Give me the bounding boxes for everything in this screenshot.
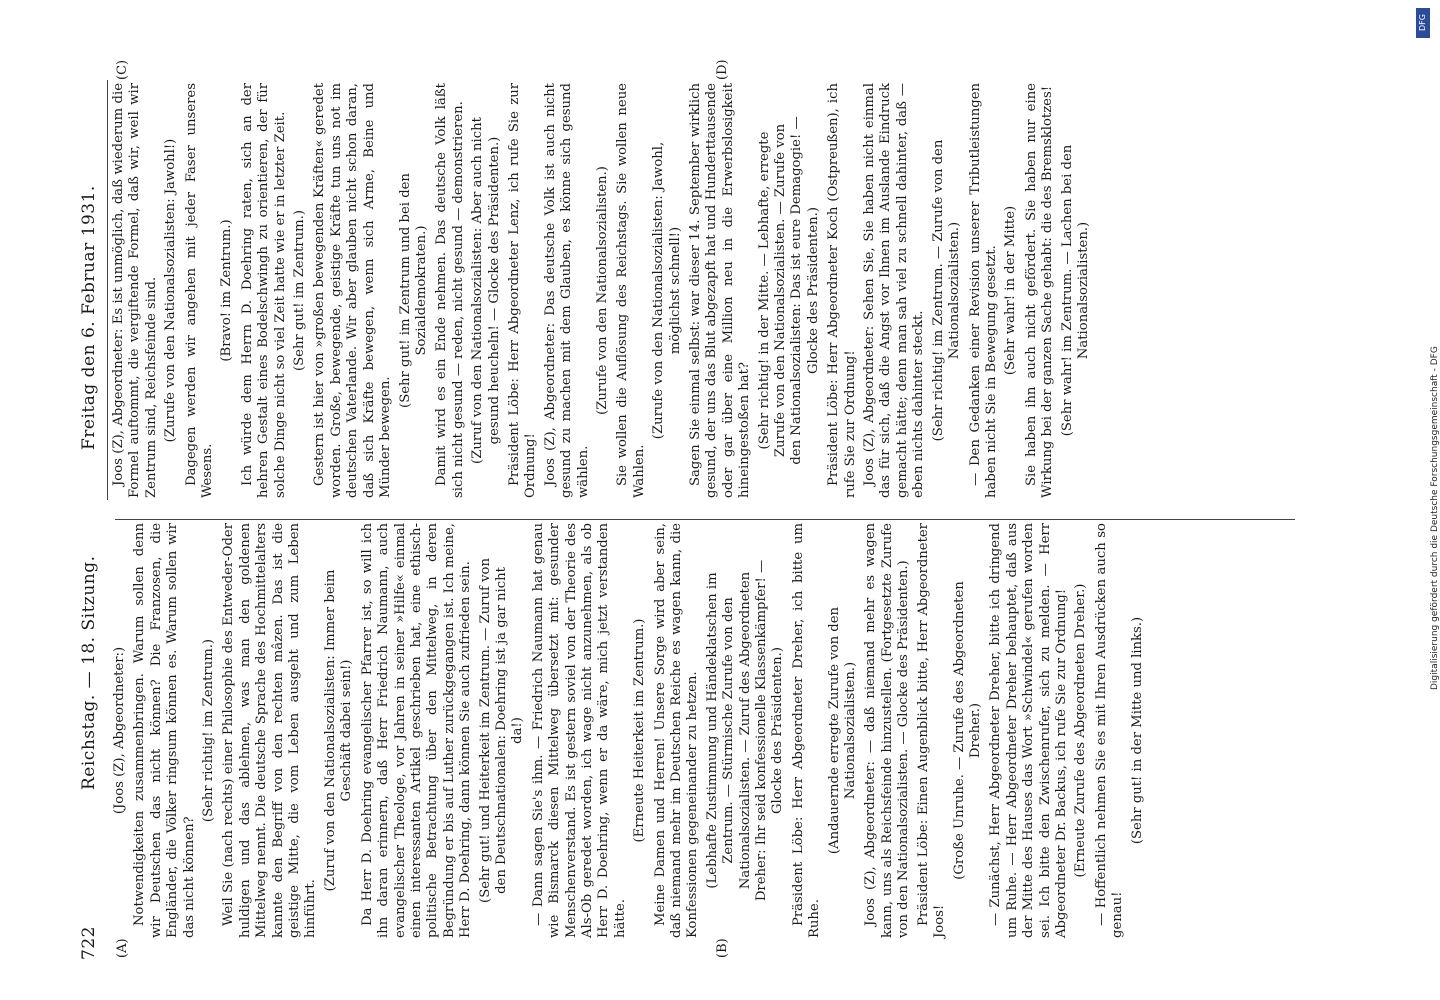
paragraph: — Den Gedanken einer Revision unserer Tributleistungen haben nicht Sie in Bewegung gesetzt. [967,83,999,498]
paragraph: (Sehr wahr! im Zentrum. — Lachen bei den Nationalsozialisten.) [1059,144,1091,437]
paragraph: (Andauernde erregte Zurufe von den Nationalsozialisten.) [826,606,859,855]
paragraph: (Erneute Heiterkeit im Zentrum.) [632,618,648,843]
page-header [75,60,107,960]
paragraph: (Sehr richtig! im Zentrum.) [201,638,217,823]
paragraph: — Zunächst, Herr Abgeordneter Dreher, bitte ich dringend um Ruhe. — Herr Abgeordneter Dreher behauptet, daß aus der Mitte des Hauses das Wort »Schwindel« gerufen worden sei. Ich bitte den Zwischenrufer, sich zu melden. — Herr Abgeordneter Dr. Backus, ich rufe Sie zur Ordnung! [988,523,1069,938]
paragraph: Notwendigkeiten zusammenbringen. Warum sollen denn wir Deutschen das nicht können? Die Franzosen, die Engländer, die Völker ringsum können es. Warum sollen wir das nicht können? [132,523,197,938]
paragraph: (Sehr wahr! in der Mitte) [1003,205,1019,376]
margin-marker-a: (A) [115,938,130,958]
paragraph: (Erneute Zurufe des Abgeordneten Dreher.) [1073,583,1089,878]
paragraph: — Hoffentlich nehmen Sie es mit Ihren Ausdrücken auch so genau! [1093,523,1126,938]
paragraph: Präsident Löbe: Herr Abgeordneter Dreher, ich bitte um Ruhe. [790,523,823,938]
paragraph: Sie wollen die Auflösung des Reichstags. Sie wollen neue Wahlen. [615,83,647,498]
paragraph: Da Herr D. Doehring evangelischer Pfarrer ist, so will ich ihn daran erinnern, daß Herr Friedrich Naumann, auch evangelischer Theologe, vor Jahren in seiner »Hilfe« einmal einen interessanten Artikel geschrieben hat, eine ethisch-politische Betrachtung über den Mittelweg, in deren Begründung er bis auf Luther zurückgegangen ist. Ich meine, Herr D. Doehring, dann können Sie auch zufrieden sein. [359,523,474,938]
paragraph: Präsident Löbe: Einen Augenblick bitte, Herr Abgeordneter Joos! [915,523,948,938]
margin-marker-d: (D) [715,59,730,80]
margin-marker-c: (C) [115,59,130,80]
paragraph: (Sehr gut! und Heiterkeit im Zentrum. — Zuruf von den Deutschnationalen: Doehring ist ja gar nicht da!) [477,558,526,903]
paragraph: (Zurufe von den Nationalsozialisten: Jawohl, möglichst schnell!) [651,141,683,440]
paragraph: Damit wird es ein Ende nehmen. Das deutsche Volk läßt sich nicht gesund — reden, nicht gesund — demonstrieren. [434,83,466,498]
credit-text: Digitalisierung gefördert durch die Deutsche Forschungsgemeinschaft - DFG [1430,346,1440,690]
paragraph: (Sehr richtig! in der Mitte. — Lebhafte, erregte Zurufe von den Nationalsozialisten. — Zurufe von den Nationalsozialisten: Das ist eure Demagogie! — Glocke des Präsidenten.) [756,116,821,465]
paragraph: Joos (Z), Abgeordneter: — daß niemand mehr es wagen kann, uns als Reichsfeinde hinzustellen. (Fortgesetzte Zurufe von den Nationalsozialisten. — Glocke des Präsidenten.) [863,523,912,938]
paragraph: (Zurufe von den Nationalsozialisten: Jawohl!) [163,138,179,443]
paragraph: Weil Sie (nach rechts) einer Philosophie des Entweder-Oder huldigen und das ablehnen, was man den goldenen Mittelweg nennt. Die deutsche Sprache des Hochmittelalters kannte den Begriff von den rechten mâzen. Das ist die geistige Mitte, die vom Leben ausgeht und zum Leben hinführt. [221,523,319,938]
paragraph: (Große Unruhe. — Zurufe des Abgeordneten Dreher.) [951,581,983,880]
page-number: 722 [79,926,99,960]
paragraph: (Sehr gut! in der Mitte und links.) [1129,616,1145,845]
paragraph: Joos (Z), Abgeordneter: Sehen Sie, Sie haben nicht einmal das für sich, daß die Angst vor Ihnen im Auslande Eindruck gemacht hätte; denn man sah viel zu schnell dahinter, daß — eben nichts dahinter steckt. [862,83,927,498]
paragraph: (Sehr richtig! im Zentrum. — Zurufe von den Nationalsozialisten.) [930,139,963,442]
paragraph: Dagegen werden wir angehen mit jeder Faser unseres Wesens. [183,83,216,498]
column-divider [115,519,1295,520]
paragraph: (Bravo! im Zentrum.) [219,219,235,362]
margin-marker-b: (B) [715,938,730,958]
session-date: Freitag den 6. Februar 1931. [79,185,99,450]
paragraph: — Dann sagen Sie's ihm. — Friedrich Naumann hat genau wie Bismarck diesen Mittelweg übersetzt mit: gesunder Menschenverstand. Es ist gestern soviel von der Theorie des Als-Ob geredet worden, ich wage nicht anzunehmen, als ob Herr D. Doehring, wenn er da wäre, mich jetzt verstanden hätte. [530,523,628,938]
rotated-page [75,60,1315,960]
paragraph: (Lebhafte Zustimmung und Händeklatschen im Zentrum. — Stürmische Zurufe von den Nationalsozialisten. — Zuruf des Abgeordneten Dreher: Ihr seid konfessionelle Klassenkämpfer! — Glocke des Präsidenten.) [704,559,786,902]
digitization-credit [1412,0,1440,1000]
right-column [111,83,1096,498]
header-rule [107,80,108,500]
paragraph: Sagen Sie einmal selbst: war dieser 14. September wirklich gesund, der uns das Blut abgezapft hat und Hunderttausende oder gar über eine Million neu in die Erwerbslosigkeit hineingestoßen hat? [688,83,753,498]
dfg-logo: DFG [1416,8,1430,38]
paragraph: Sie haben ihn auch nicht gefördert. Sie haben nur eine Wirkung bei der ganzen Sache gehabt: die des Bremsklotzes! [1023,83,1056,498]
left-column [111,523,1150,938]
paragraph: Ich würde dem Herrn D. Doehring raten, sich an der hehren Gestalt eines Bodelschwingh zu orientieren, der für solche Dinge nicht so viel Zeit hatte wie er in letzter Zeit. [239,83,288,498]
paragraph: Meine Damen und Herren! Unsere Sorge wird aber sein, daß niemand mehr im Deutschen Reiche es wagen kann, die Konfessionen gegeneinander zu hetzen. [652,523,701,938]
paragraph: (Sehr gut! im Zentrum.) [292,210,308,372]
paragraph: (Sehr gut! im Zentrum und bei den Sozialdemokraten.) [397,173,429,408]
paragraph: (Joos (Z), Abgeordneter:) [112,646,127,815]
paragraph: (Zuruf von den Nationalsozialisten: Aber auch nicht gesund heucheln! — Glocke des Präsidenten.) [470,117,502,464]
paragraph: (Zurufe von den Nationalsozialisten.) [594,166,610,415]
paragraph: Präsident Löbe: Herr Abgeordneter Koch (Ostpreußen), ich rufe Sie zur Ordnung! [826,83,858,498]
session-title: Reichstag. — 18. Sitzung. [79,555,99,790]
paragraph: Präsident Löbe: Herr Abgeordneter Lenz, ich rufe Sie zur Ordnung! [506,83,539,498]
paragraph: (Zuruf von den Nationalsozialisten: Immer beim Geschäft dabei sein!) [322,569,355,892]
paragraph: Joos (Z), Abgeordneter: Es ist unmöglich, daß wiederum die Formel auftommt, die vergiftende Formel, daß wir, weil wir Zentrum sind, Reichsfeinde sind. [111,83,159,498]
paragraph: Joos (Z), Abgeordneter: Das deutsche Volk ist auch nicht gesund zu machen mit dem Glauben, es könne sich gesund wählen. [542,83,591,498]
paragraph: Gestern ist hier von »großen bewegenden Kräften« geredet worden. Große, bewegende, geistige Kräfte tun uns not im deutschen Vaterlande. Wir aber glauben nicht schon daran, daß sich Kräfte bewegen, wenn sich Arme, Beine und Münder bewegen. [312,83,394,498]
